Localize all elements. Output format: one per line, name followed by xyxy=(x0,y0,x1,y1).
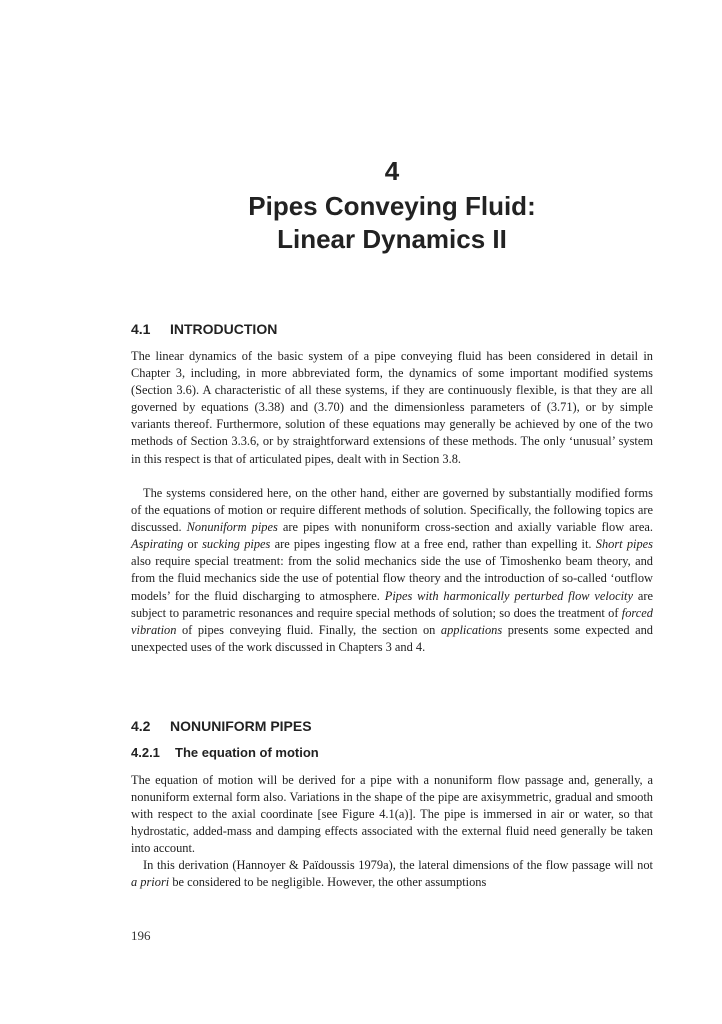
text-run: be considered to be negligible. However, the other assumptions xyxy=(169,875,487,890)
subsection-number: 4.2.1 xyxy=(131,745,160,760)
section-title: INTRODUCTION xyxy=(170,321,278,337)
section-title: NONUNIFORM PIPES xyxy=(170,718,312,734)
italic-term: forced vibration xyxy=(131,605,653,637)
intro-paragraph-2 xyxy=(131,485,653,656)
body-paragraph-2 xyxy=(131,857,653,891)
text-run: of pipes conveying fluid. Finally, the section on xyxy=(176,622,441,637)
italic-term: sucking pipes xyxy=(202,537,271,552)
section-number: 4.1 xyxy=(131,321,151,337)
text-run: or xyxy=(183,537,203,552)
italic-term: Short pipes xyxy=(595,537,653,552)
italic-term: applications xyxy=(440,622,503,637)
italic-term: Aspirating xyxy=(131,537,184,552)
subsection-title: The equation of motion xyxy=(175,745,319,760)
text-run: presents some expected and unexpected uses of the work discussed in Chapters 3 and 4. xyxy=(131,622,653,654)
text-run: The systems considered here, on the other hand, either are governed by substantially modified forms of the equations of motion or require different methods of solution. Specifically, the following topics are discussed. xyxy=(131,486,653,535)
page-number: 196 xyxy=(131,928,151,943)
section-number: 4.2 xyxy=(131,718,151,734)
italic-term: a priori xyxy=(131,875,170,890)
chapter-title-line-1: Pipes Conveying Fluid: xyxy=(248,191,536,221)
italic-term: Nonuniform pipes xyxy=(186,520,278,535)
text-run: also require special treatment: from the solid mechanics side the use of Timoshenko beam theory, and from the fluid mechanics side the use of potential flow theory and the introduction of so-called ‘outflow models’ for the fluid discharging to atmosphere. xyxy=(131,554,653,603)
section-heading-4-2 xyxy=(131,718,312,734)
intro-paragraph-1: The linear dynamics of the basic system of a pipe conveying fluid has been considered in detail in Chapter 3, including, in more abbreviated form, the dynamics of some important modified systems (Section 3.6). A characteristic of all these systems, if they are continuously flexible, is that they are all governed by equations (3.38) and (3.70) and the dimensionless parameters of (3.71), or by simple variants thereof. Furthermore, solution of these equations may generally be achieved by one of the two methods of Section 3.3.6, or by straightforward extensions of these methods. The only ‘unusual’ system in this respect is that of articulated pipes, dealt with in Section 3.8. xyxy=(131,349,653,466)
chapter-title xyxy=(131,190,653,256)
text-run: are pipes with nonuniform cross-section and axially variable flow area. xyxy=(277,520,653,535)
subsection-heading-4-2-1 xyxy=(131,745,319,760)
italic-term: Pipes with harmonically perturbed flow velocity xyxy=(384,588,633,603)
chapter-number: 4 xyxy=(384,156,400,186)
text-run: are pipes ingesting flow at a free end, rather than expelling it. xyxy=(270,537,596,552)
section-heading-4-1 xyxy=(131,321,277,337)
text-run: are subject to parametric resonances and require special methods of solution; so does the treatment of xyxy=(131,588,653,620)
body-paragraph-1: The equation of motion will be derived for a pipe with a nonuniform flow passage and, generally, a nonuniform external form also. Variations in the shape of the pipe are axisymmetric, gradual and smooth with respect to the axial coordinate [see Figure 4.1(a)]. The pipe is immersed in air or water, so that hydrostatic, added-mass and damping effects associated with the external fluid need generally be taken into account. xyxy=(131,773,653,856)
chapter-title-line-2: Linear Dynamics II xyxy=(277,224,507,254)
text-run: In this derivation (Hannoyer & Païdoussis 1979a), the lateral dimensions of the flow passage will not xyxy=(143,858,653,872)
